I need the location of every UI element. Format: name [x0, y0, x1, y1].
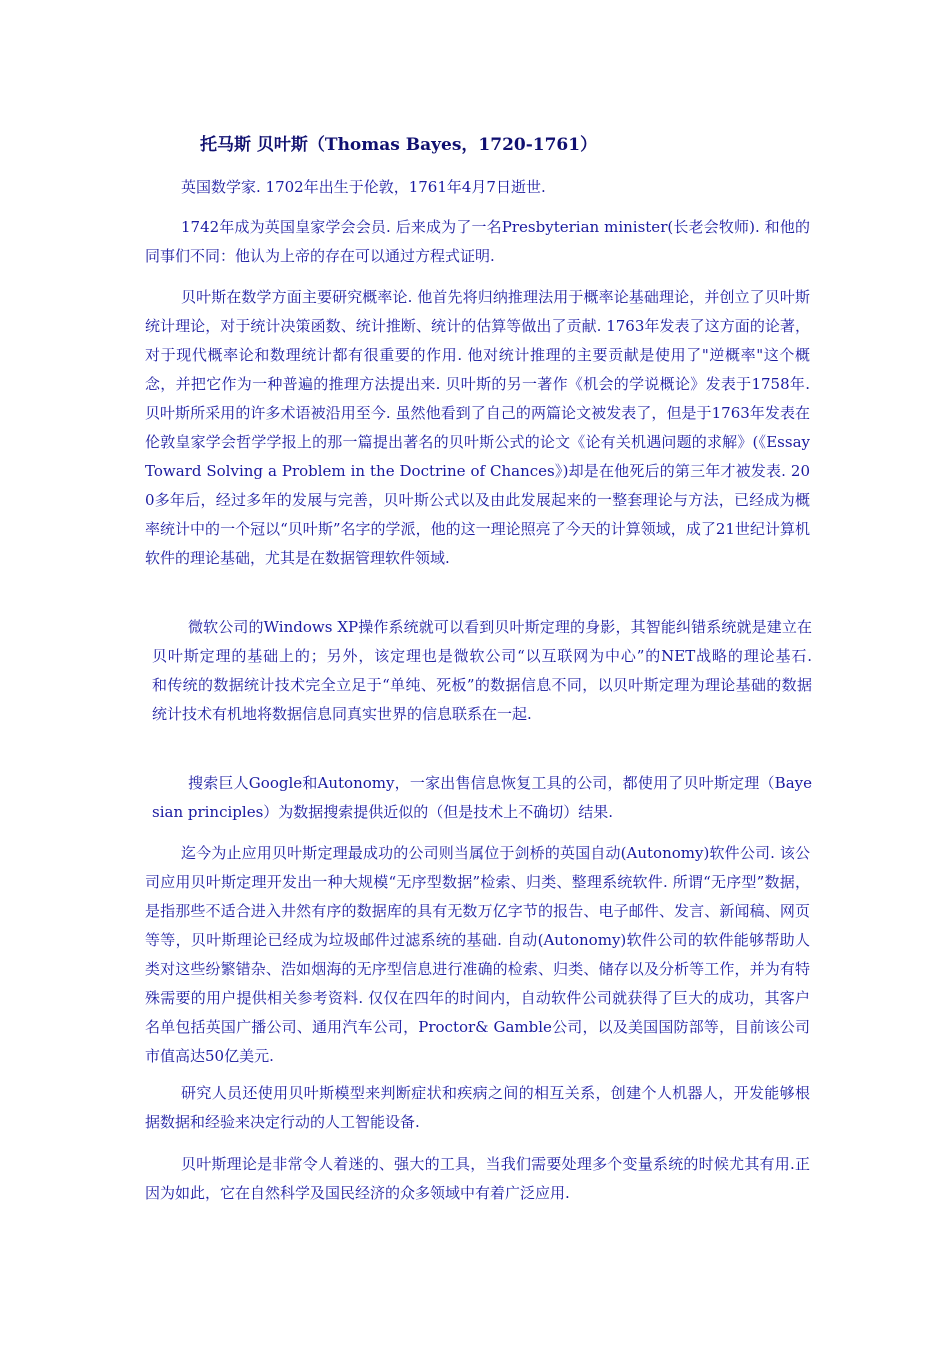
- paragraph-royal-society: 1742年成为英国皇家学会会员. 后来成为了一名Presbyterian minister(长老会牧师). 和他的同事们不同：他认为上帝的存在可以通过方程式证明.: [145, 218, 810, 265]
- document-title: 托马斯 贝叶斯（Thomas Bayes，1720-1761）: [200, 135, 598, 155]
- paragraph-google-autonomy: 搜索巨人Google和Autonomy，一家出售信息恢复工具的公司，都使用了贝叶斯定理（Bayesian principles）为数据搜索提供近似的（但是技术上不确切）结果.: [152, 774, 812, 821]
- paragraph-microsoft: 微软公司的Windows XP操作系统就可以看到贝叶斯定理的身影，其智能纠错系统就是建立在贝叶斯定理的基础上的；另外，该定理也是微软公司“以互联网为中心”的NET战略的理论基石. 和传统的数据统计技术完全立足于“单纯、死板”的数据信息不同，以贝叶斯定理为理论基础的数据统计技术有机地将数据信息同真实世界的信息联系在一起.: [152, 618, 843, 723]
- paragraph-conclusion: 贝叶斯理论是非常令人着迷的、强大的工具，当我们需要处理多个变量系统的时候尤其有用.正因为如此，它在自然科学及国民经济的众多领域中有着广泛应用.: [145, 1155, 810, 1202]
- paragraph-probability-theory: 贝叶斯在数学方面主要研究概率论. 他首先将归纳推理法用于概率论基础理论，并创立了贝叶斯统计理论，对于统计决策函数、统计推断、统计的估算等做出了贡献. 1763年发表了这方面的论著，对于现代概率论和数理统计都有很重要的作用. 他对统计推理的主要贡献是使用了"逆概率"这个概念，并把它作为一种普遍的推理方法提出来. 贝叶斯的另一著作《机会的学说概论》发表于1758年. 贝叶斯所采用的许多术语被沿用至今. 虽然他看到了自己的两篇论文被发表了，但是于1763年发表在伦敦皇家学会哲学学报上的那一篇提出著名的贝叶斯公式的论文《论有关机遇问题的求解》(《Essay Toward Solving a Problem in the Doctrine of Chances》)却是在他死后的第三年才被发表. 200多年后，经过多年的发展与完善，贝叶斯公式以及由此发展起来的一整套理论与方法，已经成为概率统计中的一个冠以“贝叶斯”名字的学派，他的这一理论照亮了今天的计算领域，成了21世纪计算机软件的理论基础，尤其是在数据管理软件领域.: [145, 288, 810, 567]
- paragraph-research-models: 研究人员还使用贝叶斯模型来判断症状和疾病之间的相互关系，创建个人机器人，开发能够根据数据和经验来决定行动的人工智能设备.: [145, 1084, 810, 1131]
- paragraph-autonomy-company: 迄今为止应用贝叶斯定理最成功的公司则当属位于剑桥的英国自动(Autonomy)软件公司. 该公司应用贝叶斯定理开发出一种大规模“无序型数据”检索、归类、整理系统软件. 所谓“无序型”数据，是指那些不适合进入井然有序的数据库的具有无数万亿字节的报告、电子邮件、发言、新闻稿、网页等等，贝叶斯理论已经成为垃圾邮件过滤系统的基础. 自动(Autonomy)软件公司的软件能够帮助人类对这些纷繁错杂、浩如烟海的无序型信息进行准确的检索、归类、储存以及分析等工作，并为有特殊需要的用户提供相关参考资料. 仅仅在四年的时间内，自动软件公司就获得了巨大的成功，其客户名单包括英国广播公司、通用汽车公司，Proctor& Gamble公司，以及美国国防部等，目前该公司市值高达50亿美元.: [145, 844, 810, 1065]
- paragraph-intro: 英国数学家. 1702年出生于伦敦，1761年4月7日逝世.: [181, 178, 546, 196]
